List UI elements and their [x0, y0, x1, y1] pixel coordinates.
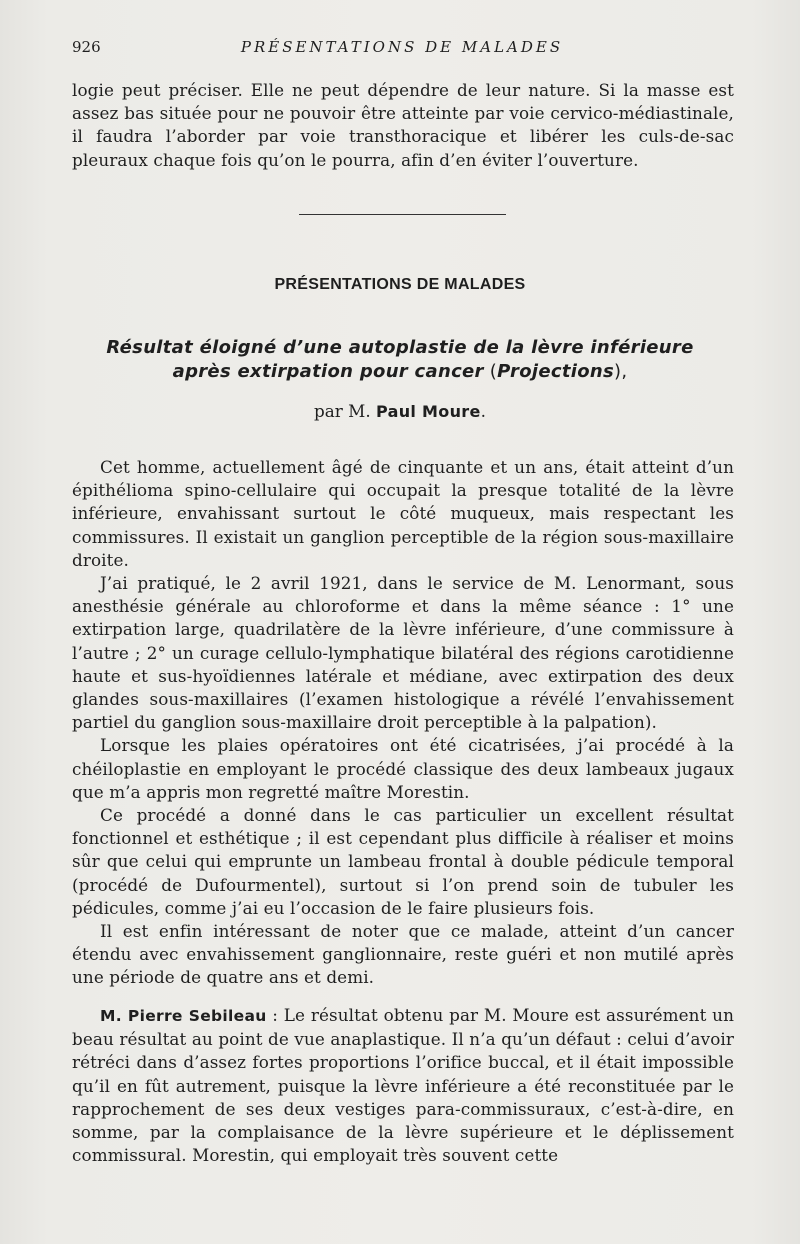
title-paren-open: ( [483, 361, 498, 382]
article-title [80, 336, 720, 384]
discussion-block [72, 1004, 734, 1167]
article-title-line1: Résultat éloigné d’une autoplastie de la lèvre inférieure [106, 337, 694, 358]
running-title: PRÉSENTATIONS DE MALADES [240, 38, 564, 56]
page-number: 926 [72, 38, 101, 56]
discussion-paragraph [72, 1004, 734, 1167]
intro-paragraph-block [72, 79, 734, 172]
body-paragraph: Il est enfin intéressant de noter que ce malade, atteint d’un cancer étendu avec envahissement ganglionnaire, reste guéri et non mutilé après une période de quatre ans et demi. [72, 921, 734, 988]
discussion-speaker: M. Pierre Sebileau [100, 1007, 267, 1025]
title-projections: Projections [497, 361, 615, 382]
article-title-line2-text: après extirpation pour cancer [172, 361, 484, 382]
discussion-text: : Le résultat obtenu par M. Moure est assurément un beau résultat au point de vue anaplastique. Il n’a qu’un défaut : celui d’avoir rétréci dans d’assez fortes proportions l’orifice buccal, et il était impossible qu’il en fût autrement, puisque la lèvre inférieure a été reconstituée par le rapprochement de ses deux vestiges para-commissuraux, c’est-à-dire, en somme, par la complaisance de la lèvre supérieure et le déplissement commissural. Morestin, qui employait très souvent cette [72, 1005, 734, 1166]
article-body [72, 456, 734, 990]
page-header [72, 38, 732, 58]
byline-author: Paul Moure [376, 402, 481, 421]
byline-prefix: par M. [314, 401, 371, 421]
byline [0, 401, 800, 421]
section-divider [299, 214, 506, 215]
article-title-line2 [80, 360, 720, 384]
section-title: PRÉSENTATIONS DE MALADES [274, 276, 526, 293]
byline-suffix: . [480, 401, 486, 421]
body-paragraph: Ce procédé a donné dans le cas particulier un excellent résultat fonctionnel et esthétique ; il est cependant plus difficile à réaliser et moins sûr que celui qui emprunte un lambeau frontal à double pédicule temporal (procédé de Dufourmentel), surtout si l’on prend soin de tubuler les pédicules, comme j’ai eu l’occasion de le faire plusieurs fois. [72, 805, 734, 918]
body-paragraph: Cet homme, actuellement âgé de cinquante et un ans, était atteint d’un épithélioma spino-cellulaire qui occupait la presque totalité de la lèvre inférieure, envahissant surtout le côté muqueux, mais respectant les commissures. Il existait un ganglion perceptible de la région sous-maxillaire droite. [72, 457, 734, 570]
title-paren-close: ), [614, 361, 628, 382]
body-paragraph: J’ai pratiqué, le 2 avril 1921, dans le service de M. Lenormant, sous anesthésie générale au chloroforme et dans la même séance : 1° une extirpation large, quadrilatère de la lèvre inférieure, d’une commissure à l’autre ; 2° un curage cellulo-lymphatique bilatéral des régions carotidienne haute et sus-hyoïdiennes latérale et médiane, avec extirpation des deux glandes sous-maxillaires (l’examen histologique a révélé l’envahissement partiel du ganglion sous-maxillaire droit perceptible à la palpation). [72, 573, 734, 733]
intro-paragraph: logie peut préciser. Elle ne peut dépendre de leur nature. Si la masse est assez bas située pour ne pouvoir être atteinte par voie cervico-médiastinale, il faudra l’aborder par voie transthoracique et libérer les culs-de-sac pleuraux chaque fois qu’on le pourra, afin d’en éviter l’ouverture. [72, 80, 734, 170]
body-paragraph: Lorsque les plaies opératoires ont été cicatrisées, j’ai procédé à la chéiloplastie en employant le procédé classique des deux lambeaux jugaux que m’a appris mon regretté maître Morestin. [72, 735, 734, 802]
